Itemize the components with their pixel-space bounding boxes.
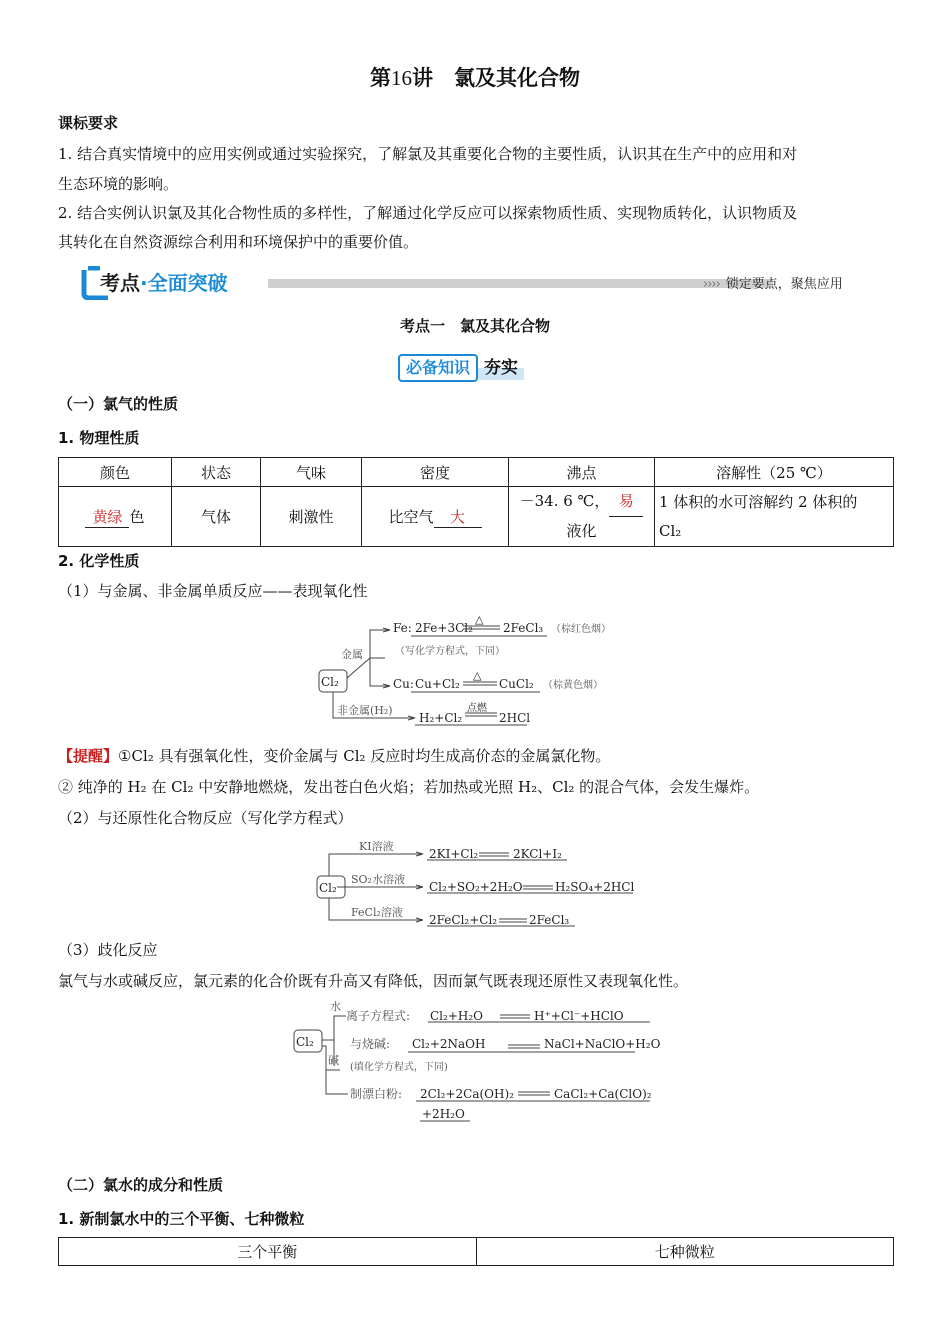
d1-h-eq-right: 2HCl (499, 711, 531, 725)
d1-fe-eq-left: 2Fe+3Cl₂ (415, 621, 473, 635)
d2-reagent-1: KI溶液 (359, 840, 394, 853)
chevrons-icon: ›››› (703, 277, 720, 292)
banner-title: 考点·全面突破 (100, 271, 228, 295)
curriculum-p2b: 其转化在自然资源综合利用和环境保护中的重要价值。 (58, 233, 419, 251)
diagram-reducing-compounds (315, 838, 645, 928)
d1-fe-eq-right: 2FeCl₃ (503, 621, 544, 635)
tip-1: 【提醒】①Cl₂ 具有强氧化性，变价金属与 Cl₂ 反应时均生成高价态的金属氯化物。 (58, 747, 611, 765)
knowledge-badge: 必备知识 夯实 (398, 354, 524, 382)
physical-props-title: 1. 物理性质 (58, 429, 140, 447)
curriculum-p1a: 1. 结合真实情境中的应用实例或通过实验探究，了解氯及其重要化合物的主要性质，认识其在生产中的应用和对 (58, 145, 798, 163)
d1-cu-cond: △ (473, 669, 482, 682)
d3-note: (填化学方程式，下同) (350, 1062, 448, 1073)
page-title: 第16讲 氯及其化合物 (370, 66, 580, 90)
d1-cl2: Cl₂ (321, 675, 339, 689)
d2-eq1-right: 2KCl+I₂ (513, 847, 562, 861)
d2-cl2: Cl₂ (319, 881, 337, 895)
th-density: 密度 (362, 458, 509, 487)
th-particles: 七种微粒 (476, 1238, 894, 1266)
curriculum-p1b: 生态环境的影响。 (58, 175, 179, 193)
item-3: （3）歧化反应 (58, 941, 158, 959)
d3-bleach-right: CaCl₂+Ca(ClO)₂ (554, 1087, 652, 1101)
d1-note: （写化学方程式，下同） (395, 646, 505, 657)
d1-fe-label: Fe: (393, 621, 412, 635)
d1-cu-label: Cu: (393, 677, 414, 691)
d1-cu-eq-right: CuCl₂ (499, 677, 534, 691)
d2-eq2-left: Cl₂+SO₂+2H₂O (429, 880, 523, 894)
cell-state: 气体 (172, 487, 261, 547)
d2-eq3-left: 2FeCl₂+Cl₂ (429, 913, 498, 927)
physical-props-table (58, 457, 894, 547)
d1-fe-note: （棕红色烟） (551, 624, 611, 635)
d2-eq2-right: H₂SO₄+2HCl (555, 880, 635, 894)
d2-eq1-left: 2KI+Cl₂ (429, 847, 479, 861)
d1-h-cond: 点燃 (467, 703, 487, 714)
th-state: 状态 (172, 458, 261, 487)
item-1: （1）与金属、非金属单质反应——表现氧化性 (58, 582, 368, 600)
topic-title: 考点一 氯及其化合物 (399, 317, 550, 335)
section-2-title: （二）氯水的成分和性质 (58, 1176, 224, 1194)
banner-right: ›››› 锁定要点，聚焦应用 (703, 277, 843, 292)
chlorine-water-title: 1. 新制氯水中的三个平衡、七种微粒 (58, 1210, 305, 1228)
chemical-props-title: 2. 化学性质 (58, 552, 140, 570)
th-solubility: 溶解性（25 ℃） (655, 458, 894, 487)
d3-ion-left: Cl₂+H₂O (430, 1009, 483, 1023)
th-color: 颜色 (59, 458, 172, 487)
curriculum-heading: 课标要求 (58, 114, 119, 132)
th-equilibria: 三个平衡 (59, 1238, 477, 1266)
d3-water: 水 (330, 1000, 341, 1013)
banner-bar (268, 279, 773, 288)
d1-h-eq-left: H₂+Cl₂ (419, 711, 463, 725)
d3-naoh-left: Cl₂+2NaOH (412, 1037, 486, 1051)
cell-odor: 刺激性 (261, 487, 362, 547)
item-3-text: 氯气与水或碱反应，氯元素的化合价既有升高又有降低，因而氯气既表现还原性又表现氧化性。 (58, 972, 689, 990)
d1-nonmetal-label: 非金属(H₂) (337, 704, 393, 717)
section-banner (78, 264, 878, 304)
d3-bleach-label: 制漂白粉: (350, 1087, 403, 1101)
chlorine-water-table (58, 1237, 894, 1266)
tip-2: ② 纯净的 H₂ 在 Cl₂ 中安静地燃烧，发出苍白色火焰；若加热或光照 H₂、Cl₂ 的混合气体，会发生爆炸。 (58, 778, 760, 796)
d3-naoh-label: 与烧碱: (350, 1037, 391, 1051)
d2-eq3-right: 2FeCl₃ (529, 913, 570, 927)
d1-cu-eq-left: Cu+Cl₂ (415, 677, 460, 691)
d3-bleach-left: 2Cl₂+2Ca(OH)₂ (420, 1087, 514, 1101)
cell-solubility: 1 体积的水可溶解约 2 体积的 Cl₂ (655, 487, 894, 547)
d3-naoh-right: NaCl+NaClO+H₂O (544, 1037, 660, 1051)
d1-cu-note: （棕黄色烟） (543, 680, 603, 691)
item-2: （2）与还原性化合物反应（写化学方程式） (58, 809, 353, 827)
d2-reagent-3: FeCl₂溶液 (351, 906, 403, 919)
th-odor: 气味 (261, 458, 362, 487)
cell-color: 黄绿 色 (59, 487, 172, 547)
diagram-metal-reactions (315, 610, 645, 732)
d3-ion-right: H⁺+Cl⁻+HClO (534, 1009, 624, 1023)
d3-ion-label: 离子方程式: (346, 1009, 411, 1023)
curriculum-p2a: 2. 结合实例认识氯及其化合物性质的多样性，了解通过化学反应可以探索物质性质、实现物质转化，认识物质及 (58, 204, 798, 222)
cell-bp: －34. 6 ℃， 易 液化 (509, 487, 655, 547)
d3-base: 碱 (328, 1054, 339, 1067)
cell-density: 比空气 大 (362, 487, 509, 547)
section-1-title: （一）氯气的性质 (58, 395, 179, 413)
d1-fe-cond: △ (475, 613, 484, 626)
d3-bleach-tail: +2H₂O (422, 1107, 465, 1121)
diagram-disproportionation (290, 996, 660, 1126)
th-bp: 沸点 (509, 458, 655, 487)
d3-cl2: Cl₂ (296, 1035, 314, 1049)
d1-metal-label: 金属 (341, 648, 363, 661)
d2-reagent-2: SO₂水溶液 (351, 873, 405, 886)
